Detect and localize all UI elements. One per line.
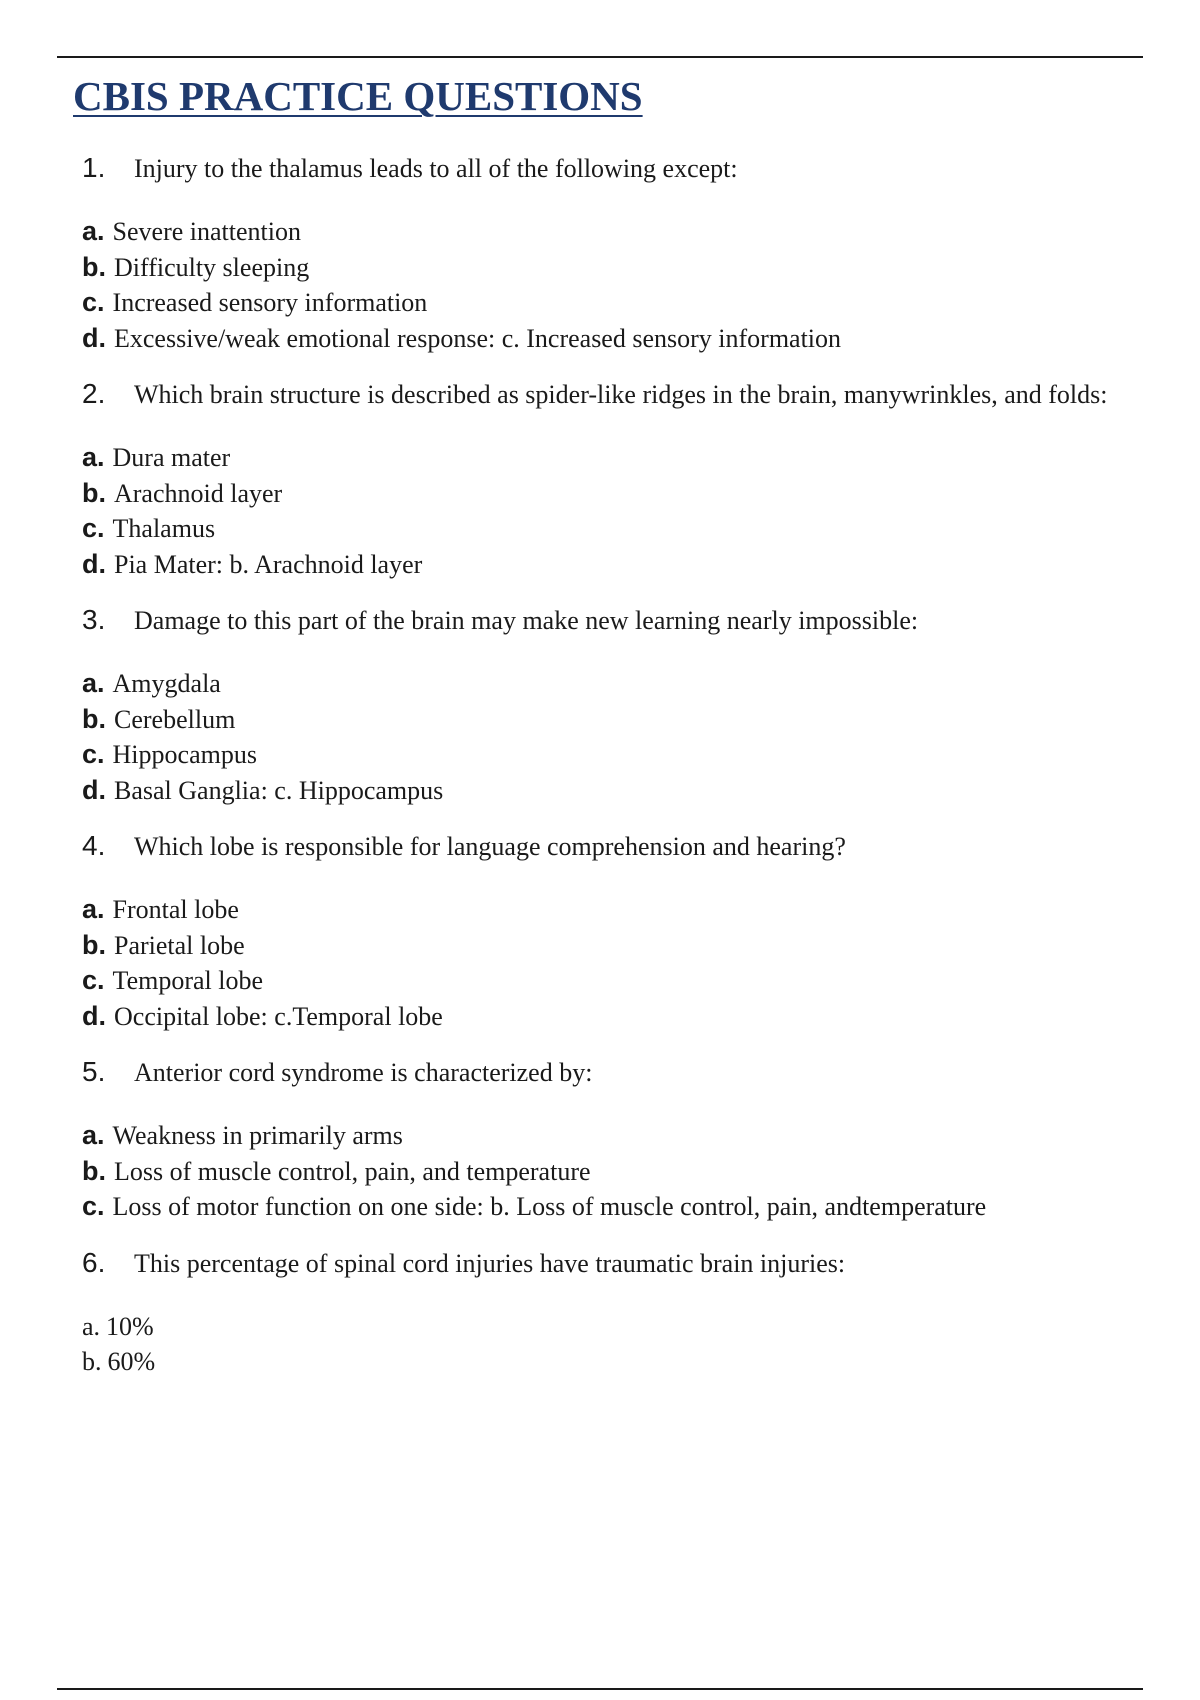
question-number: 4.: [82, 830, 106, 861]
option-letter: d.: [82, 1000, 106, 1031]
option-letter: a.: [82, 1311, 101, 1341]
question-number: 2.: [82, 378, 106, 409]
option-text: Amygdala: [112, 669, 221, 698]
question-text: Which brain structure is described as spider-like ridges in the brain, manywrinkles, and folds:: [134, 380, 1108, 409]
answer-option-with-key: [82, 1189, 1112, 1225]
question-number: 3.: [82, 604, 106, 635]
answer-option: [82, 1154, 1112, 1190]
option-text: Weakness in primarily arms: [112, 1121, 403, 1150]
option-letter: b.: [82, 929, 106, 960]
answer-option: [82, 702, 1112, 738]
option-text: Difficulty sleeping: [114, 252, 310, 282]
question-stem: [82, 604, 1112, 637]
option-text: Basal Ganglia: c. Hippocampus: [114, 775, 444, 805]
question-text: Anterior cord syndrome is characterized by:: [134, 1058, 593, 1087]
question-stem: [82, 1247, 1112, 1280]
option-letter: b.: [82, 703, 106, 734]
answer-option: [82, 1309, 1112, 1345]
option-text: Parietal lobe: [114, 930, 245, 960]
option-text: Thalamus: [112, 514, 216, 543]
option-text: 60%: [107, 1347, 156, 1376]
question-number: 6.: [82, 1246, 106, 1278]
answer-option-with-key: [82, 547, 1112, 583]
question-5: [82, 1056, 1112, 1225]
option-letter: c.: [82, 287, 105, 317]
option-letter: c.: [82, 513, 105, 543]
option-text: Dura mater: [112, 443, 231, 472]
option-letter: c.: [82, 1191, 105, 1221]
question-1: [82, 152, 1112, 356]
option-text: Frontal lobe: [112, 895, 239, 924]
page-title: CBIS PRACTICE QUESTIONS: [73, 73, 643, 119]
option-letter: a.: [82, 894, 105, 924]
option-letter: b.: [82, 477, 106, 508]
option-letter: b.: [82, 1347, 102, 1376]
answer-option: [82, 1344, 1112, 1380]
question-stem: [82, 378, 1112, 411]
question-text: Injury to the thalamus leads to all of the following except:: [134, 154, 738, 183]
option-letter: a.: [82, 442, 105, 472]
top-rule: [57, 56, 1143, 58]
answer-option: [82, 1118, 1112, 1154]
option-text: Occipital lobe: c.Temporal lobe: [114, 1001, 443, 1031]
option-letter: c.: [82, 739, 105, 769]
option-text: Loss of muscle control, pain, and temperature: [114, 1156, 591, 1186]
option-text: Severe inattention: [112, 217, 301, 246]
answer-option: [82, 666, 1112, 702]
answer-option-with-key: [82, 999, 1112, 1035]
answer-option: [82, 737, 1112, 773]
option-text: Hippocampus: [112, 740, 257, 769]
answer-option: [82, 214, 1112, 250]
question-text: Damage to this part of the brain may make new learning nearly impossible:: [134, 606, 919, 635]
answer-option: [82, 476, 1112, 512]
answer-option: [82, 963, 1112, 999]
option-letter: b.: [82, 251, 106, 282]
option-letter: a.: [82, 668, 105, 698]
question-stem: [82, 830, 1112, 863]
option-text: Temporal lobe: [112, 966, 264, 995]
option-letter: b.: [82, 1155, 106, 1186]
question-6: [82, 1247, 1112, 1380]
question-stem: [82, 1056, 1112, 1089]
question-3: [82, 604, 1112, 808]
answer-option-with-key: [82, 773, 1112, 809]
answer-option: [82, 285, 1112, 321]
question-number: 1.: [82, 152, 106, 183]
option-letter: d.: [82, 548, 106, 579]
answer-option: [82, 892, 1112, 928]
option-text: Cerebellum: [114, 704, 236, 734]
answer-option-with-key: [82, 321, 1112, 357]
answer-option: [82, 440, 1112, 476]
bottom-rule: [57, 1688, 1143, 1690]
option-text: Pia Mater: b. Arachnoid layer: [114, 549, 423, 579]
option-letter: a.: [82, 216, 105, 246]
option-letter: d.: [82, 774, 106, 805]
answer-option: [82, 250, 1112, 286]
question-text: This percentage of spinal cord injuries have traumatic brain injuries:: [134, 1248, 846, 1278]
option-text: Loss of motor function on one side: b. Loss of muscle control, pain, andtemperature: [112, 1192, 987, 1221]
option-text: Arachnoid layer: [114, 478, 283, 508]
option-letter: a.: [82, 1120, 105, 1150]
answer-option: [82, 511, 1112, 547]
question-number: 5.: [82, 1056, 106, 1087]
question-text: Which lobe is responsible for language comprehension and hearing?: [134, 832, 846, 861]
answer-option: [82, 928, 1112, 964]
question-list: [82, 152, 1112, 1402]
option-text: 10%: [106, 1311, 154, 1341]
option-text: Increased sensory information: [112, 288, 428, 317]
option-letter: d.: [82, 322, 106, 353]
option-letter: c.: [82, 965, 105, 995]
question-2: [82, 378, 1112, 582]
question-4: [82, 830, 1112, 1034]
question-stem: [82, 152, 1112, 185]
option-text: Excessive/weak emotional response: c. Increased sensory information: [114, 323, 842, 353]
